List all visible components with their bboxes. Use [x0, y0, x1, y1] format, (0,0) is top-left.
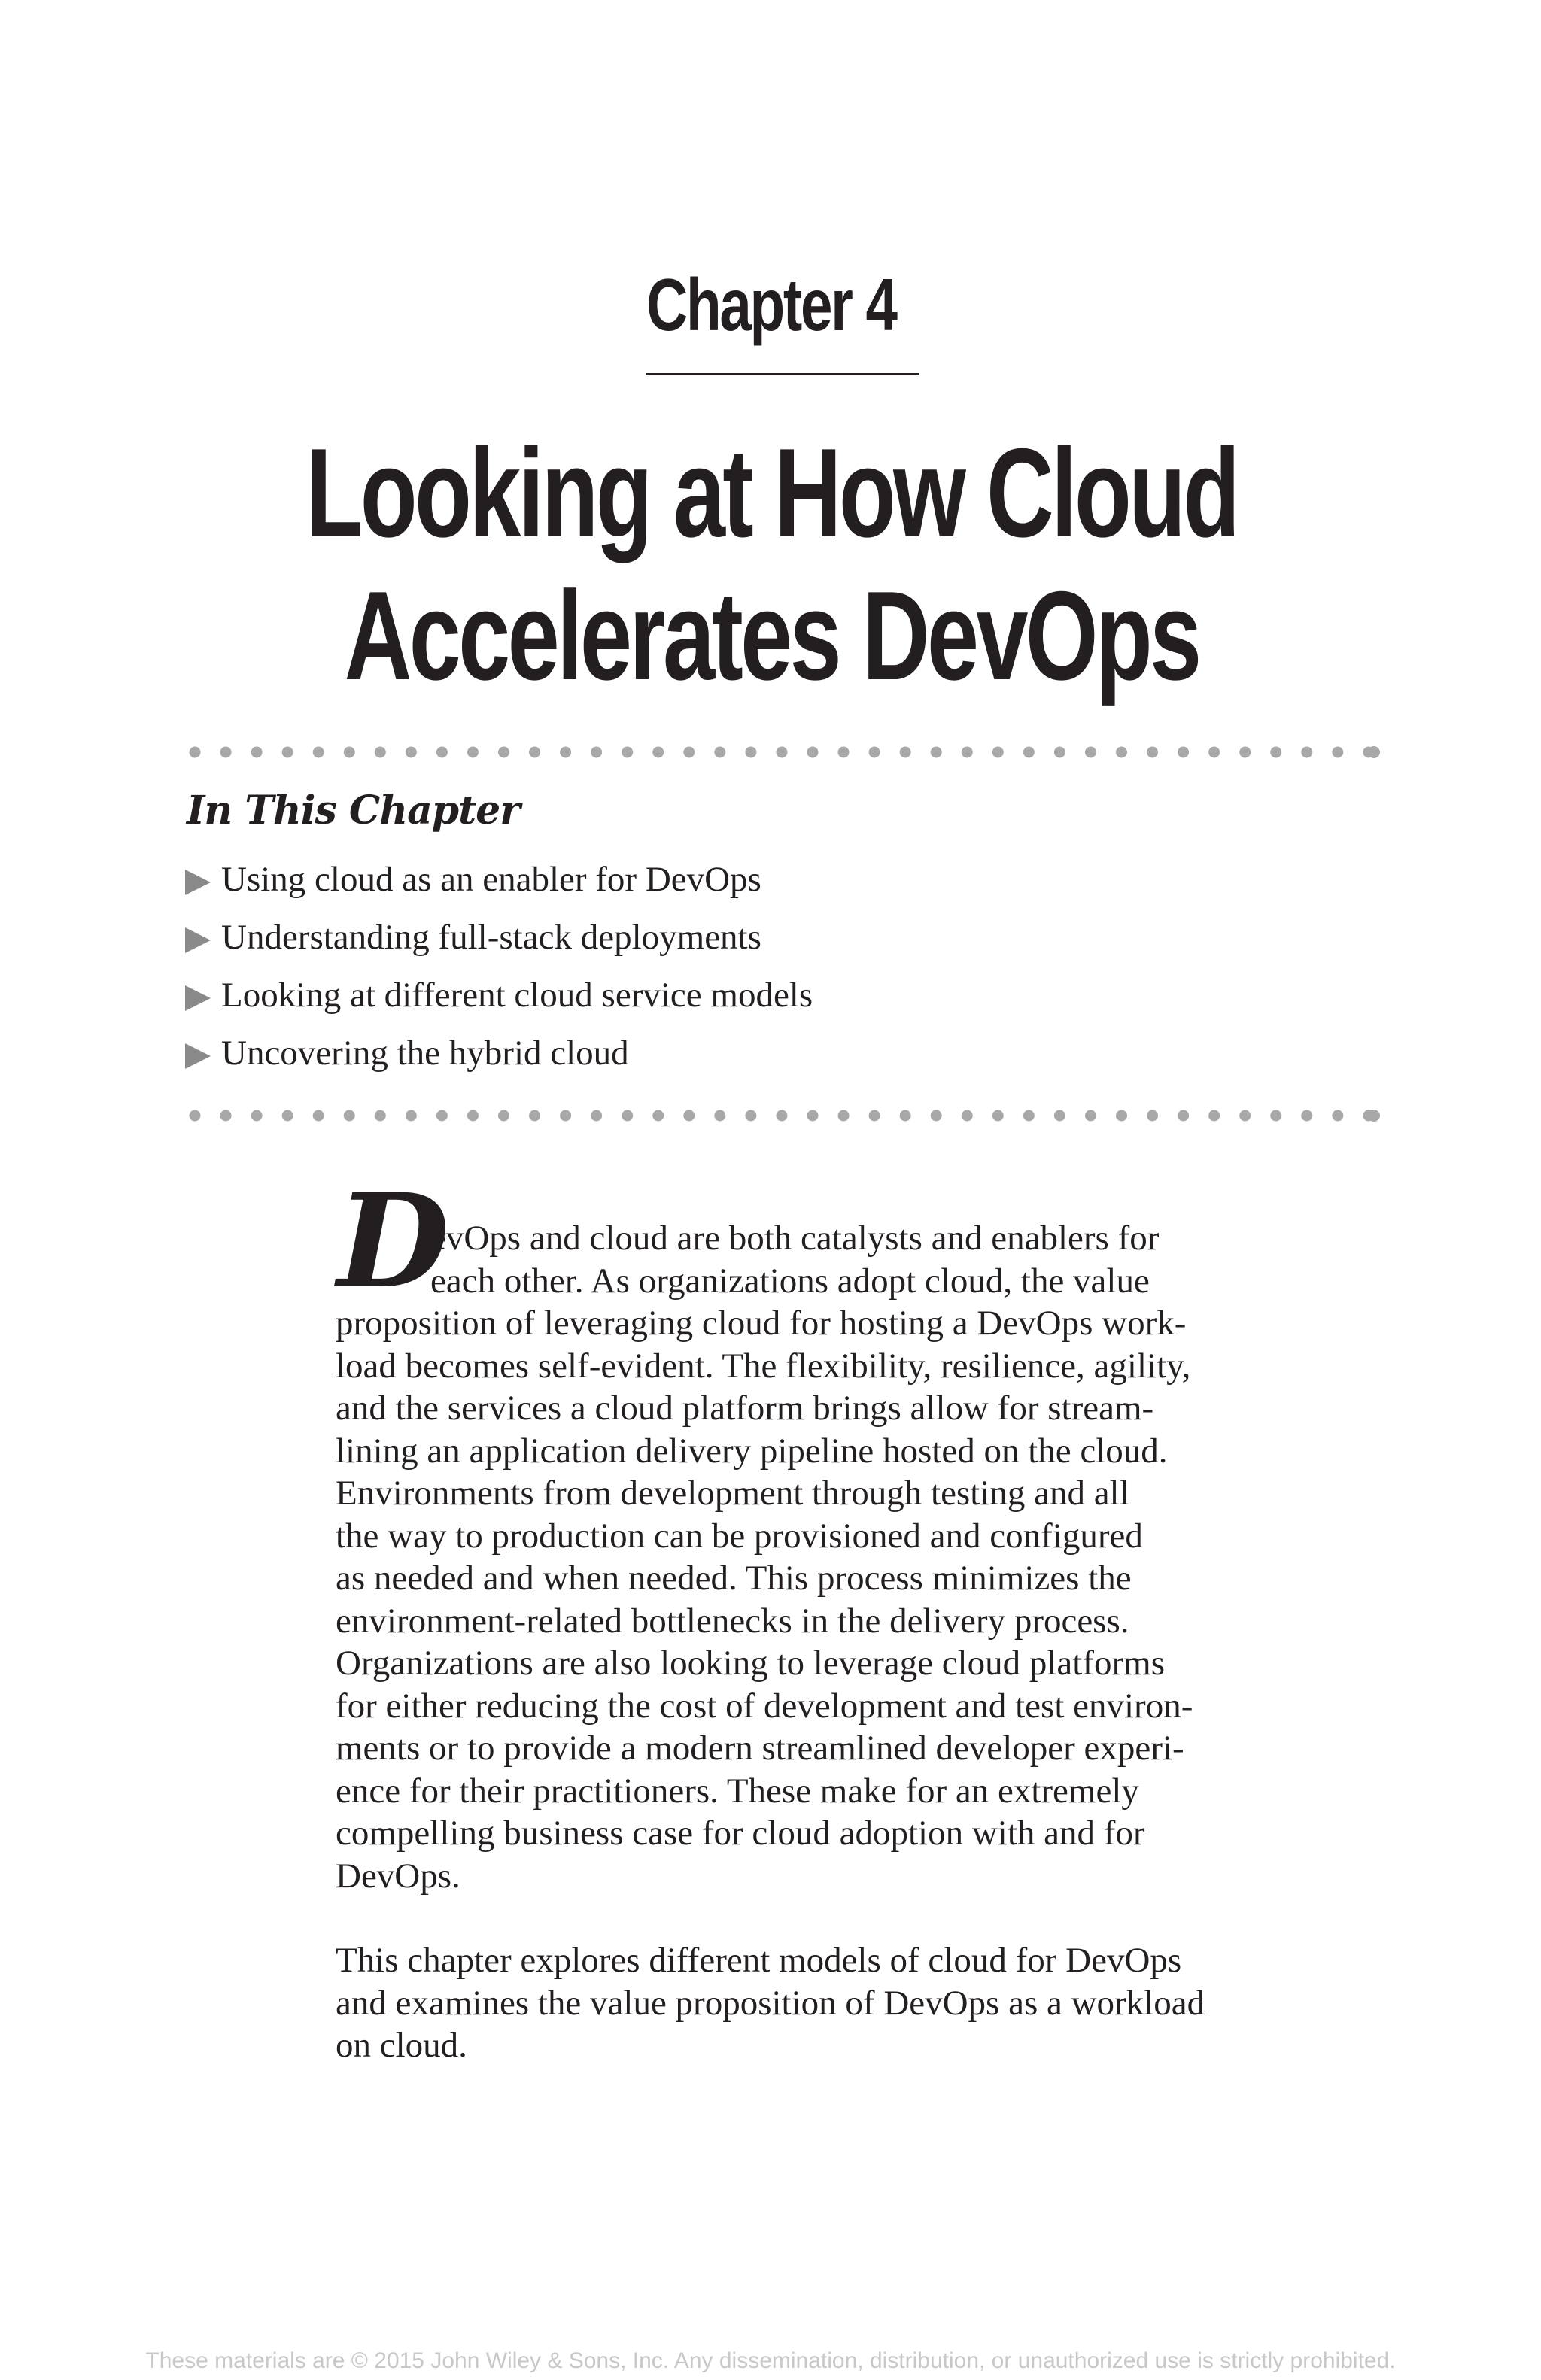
divider-dot [1054, 747, 1065, 758]
paragraph-line: as needed and when needed. This process minimizes the [336, 1559, 1132, 1598]
list-item [185, 966, 813, 1024]
divider-dot [931, 747, 942, 758]
divider-dot [251, 1110, 263, 1122]
divider-dot [1332, 747, 1343, 758]
paragraph-line: for either reducing the cost of development and test environ- [336, 1686, 1193, 1726]
divider-dot [467, 747, 479, 758]
list-item-label: Looking at different cloud service models [221, 975, 813, 1015]
divider-dot [282, 1110, 293, 1122]
divider-dot [1116, 747, 1127, 758]
divider-dot [683, 1110, 695, 1122]
divider-dot [375, 1110, 386, 1122]
in-this-chapter-list [185, 850, 813, 1082]
paragraph-line: on cloud. [336, 2026, 467, 2065]
divider-dot [560, 747, 571, 758]
chapter-label-underline [646, 373, 919, 375]
divider-dot [683, 747, 695, 758]
divider-dot [838, 747, 850, 758]
divider-dot [436, 747, 448, 758]
paragraph-line: load becomes self-evident. The flexibility, resilience, agility, [336, 1346, 1191, 1386]
divider-dot [591, 747, 602, 758]
divider-dot [1208, 1110, 1220, 1122]
arrow-bullet-icon [185, 1043, 211, 1069]
divider-dot [1116, 1110, 1127, 1122]
divider-dot [776, 1110, 787, 1122]
divider-dot [313, 747, 324, 758]
divider-dot [251, 747, 263, 758]
divider-dot [1270, 1110, 1281, 1122]
divider-dot [869, 747, 880, 758]
list-item-label: Uncovering the hybrid cloud [221, 1033, 629, 1073]
divider-dot [1332, 1110, 1343, 1122]
dotted-divider-dots [188, 1109, 1381, 1122]
paragraph-line: This chapter explores different models of cloud for DevOps [336, 1941, 1182, 1980]
divider-dot [529, 1110, 540, 1122]
divider-dot [807, 1110, 819, 1122]
divider-dot [1178, 747, 1189, 758]
paragraph-spacer [336, 1897, 1381, 1939]
divider-dot [344, 1110, 355, 1122]
in-this-chapter-heading: In This Chapter [187, 788, 520, 833]
chapter-title-line: Accelerates DevOps [344, 565, 1199, 706]
divider-dot [838, 1110, 850, 1122]
divider-dot [591, 1110, 602, 1122]
divider-dot [931, 1110, 942, 1122]
paragraph-line: and examines the value proposition of DevOps as a workload [336, 1983, 1205, 2023]
divider-dot [992, 747, 1004, 758]
list-item [185, 850, 813, 908]
divider-dot [714, 1110, 725, 1122]
divider-dot [962, 747, 973, 758]
chapter-title [202, 421, 1342, 707]
divider-dot [1023, 1110, 1035, 1122]
divider-dot [529, 747, 540, 758]
divider-dot [190, 1110, 201, 1122]
dotted-divider-top [188, 745, 1381, 759]
divider-dot [1023, 747, 1035, 758]
divider-dot [313, 1110, 324, 1122]
divider-dot [745, 747, 756, 758]
paragraph-line: ments or to provide a modern streamlined developer experi- [336, 1729, 1184, 1768]
divider-dot [344, 747, 355, 758]
list-item [185, 908, 813, 966]
chapter-title-line: Looking at How Cloud [305, 422, 1238, 563]
divider-dot [1301, 1110, 1312, 1122]
divider-dot [1208, 747, 1220, 758]
divider-dot [622, 747, 633, 758]
divider-dot [622, 1110, 633, 1122]
dotted-divider-dots [188, 745, 1381, 759]
divider-dot [1147, 747, 1158, 758]
paragraph-line: environment-related bottlenecks in the delivery process. [336, 1601, 1129, 1641]
chapter-label: Chapter 4 [646, 263, 896, 346]
list-item-label: Understanding full-stack deployments [221, 917, 761, 957]
divider-dot [1239, 1110, 1251, 1122]
divider-dot [652, 1110, 664, 1122]
paragraph-line: Organizations are also looking to leverage cloud platforms [336, 1644, 1165, 1683]
paragraph-line: compelling business case for cloud adoption with and for [336, 1814, 1145, 1853]
divider-dot [467, 1110, 479, 1122]
paragraph-line: lining an application delivery pipeline hosted on the cloud. [336, 1431, 1168, 1471]
divider-dot [962, 1110, 973, 1122]
divider-dot [1054, 1110, 1065, 1122]
dotted-divider-bottom [188, 1109, 1381, 1122]
divider-dot [1085, 1110, 1096, 1122]
divider-dot [560, 1110, 571, 1122]
divider-dot [282, 747, 293, 758]
divider-dot [1085, 747, 1096, 758]
divider-dot [1178, 1110, 1189, 1122]
paragraph-line: each other. As organizations adopt cloud, the value [430, 1261, 1150, 1301]
paragraph [336, 1217, 1381, 1897]
divider-dot [652, 747, 664, 758]
divider-dot [992, 1110, 1004, 1122]
divider-dot [807, 747, 819, 758]
paragraph-line: ence for their practitioners. These make for an extremely [336, 1771, 1139, 1811]
divider-dot [776, 747, 787, 758]
divider-dot [498, 747, 509, 758]
footer-copyright: These materials are © 2015 John Wiley & Sons, Inc. Any dissemination, distribution, or unauthorized use is strictly prohibited. [145, 2348, 1396, 2373]
paragraph-line: proposition of leveraging cloud for hosting a DevOps work- [336, 1304, 1187, 1343]
paragraph-line: and the services a cloud platform brings allow for stream- [336, 1389, 1154, 1428]
paragraph-line: evOps and cloud are both catalysts and enablers for [430, 1219, 1160, 1258]
divider-dot [900, 747, 911, 758]
list-item [185, 1024, 813, 1082]
divider-dot [1147, 1110, 1158, 1122]
divider-dot [498, 1110, 509, 1122]
divider-dot [1239, 747, 1251, 758]
arrow-bullet-icon [185, 927, 211, 953]
paragraph-line: the way to production can be provisioned and configured [336, 1516, 1143, 1556]
divider-dot [869, 1110, 880, 1122]
divider-dot [406, 747, 417, 758]
divider-dot [190, 747, 201, 758]
divider-dot [1270, 747, 1281, 758]
divider-dot [745, 1110, 756, 1122]
paragraph [336, 1939, 1381, 2067]
divider-dot [375, 747, 386, 758]
arrow-bullet-icon [185, 870, 211, 895]
divider-dot [1368, 1110, 1380, 1122]
divider-dot [1368, 746, 1380, 758]
divider-dot [436, 1110, 448, 1122]
divider-dot [406, 1110, 417, 1122]
paragraph-line: Environments from development through testing and all [336, 1474, 1129, 1513]
divider-dot [714, 747, 725, 758]
divider-dot [900, 1110, 911, 1122]
divider-dot [220, 1110, 232, 1122]
divider-dot [1301, 747, 1312, 758]
list-item-label: Using cloud as an enabler for DevOps [221, 859, 761, 899]
drop-cap-letter: D [337, 1164, 450, 1317]
divider-dot [220, 747, 232, 758]
arrow-bullet-icon [185, 985, 211, 1011]
body-text [336, 1217, 1381, 2067]
paragraph-line: DevOps. [336, 1856, 460, 1896]
